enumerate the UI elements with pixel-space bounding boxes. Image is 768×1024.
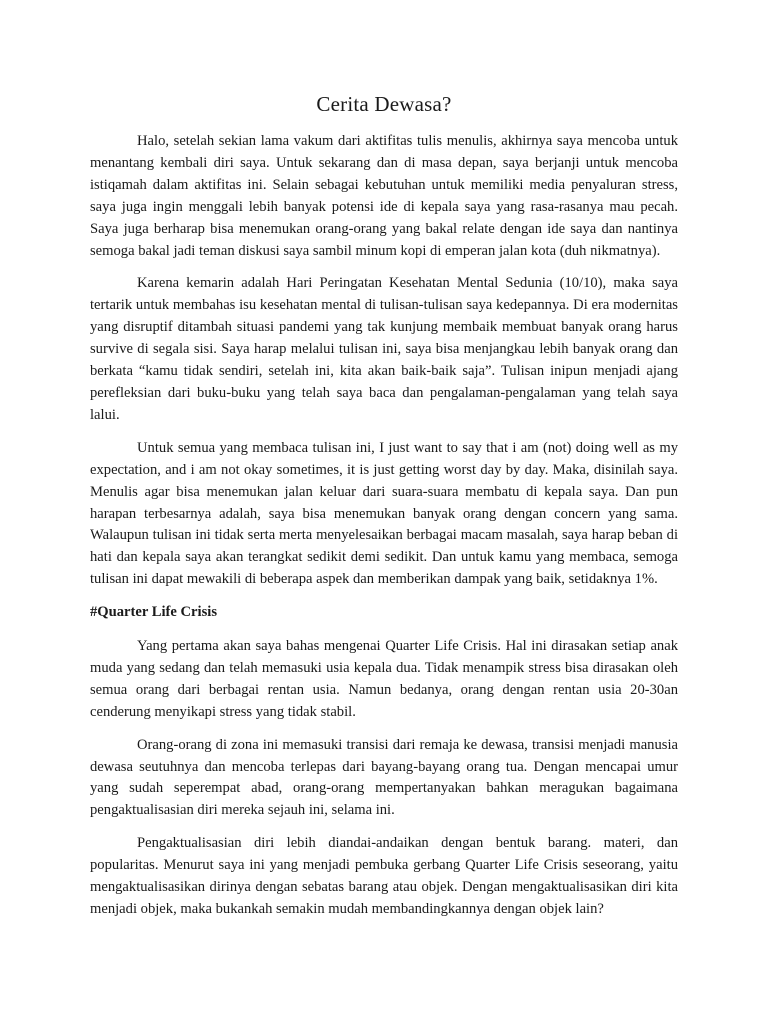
paragraph-mental-health: Karena kemarin adalah Hari Peringatan Kesehatan Mental Sedunia (10/10), maka saya tertarik untuk membahas isu kesehatan mental di tulisan-tulisan saya kedepannya. Di era modernitas yang disruptif ditambah situasi pandemi yang tak kunjung membaik membuat banyak orang harus survive di segala sisi. Saya harap melalui tulisan ini, saya bisa menjangkau lebih banyak orang dan berkata “kamu tidak sendiri, setelah ini, kita akan baik-baik saja”. Tulisan inipun menjadi ajang perefleksian dari buku-buku yang telah saya baca dan pengalaman-pengalaman yang telah saya lalui. [90, 275, 678, 423]
paragraph-qlc-transition: Orang-orang di zona ini memasuki transisi dari remaja ke dewasa, transisi menjadi manusia dewasa seutuhnya dan mencoba terlepas dari bayang-bayang orang tua. Dengan mencapai umur yang sudah seperempat abad, orang-orang mempertanyakan bahkan meragukan bagaimana pengaktualisasian diri mereka sejauh ini, selama ini. [90, 736, 678, 819]
paragraph-qlc-actualization: Pengaktualisasian diri lebih diandai-andaikan dengan bentuk barang. materi, dan popularitas. Menurut saya ini yang menjadi pembuka gerbang Quarter Life Crisis seseorang, yaitu mengaktualisasikan dirinya dengan sebatas barang atau objek. Dengan mengaktualisasikan diri kita menjadi objek, maka bukankah semakin mudah membandingkannya dengan objek lain? [90, 835, 678, 917]
paragraph-qlc-intro: Yang pertama akan saya bahas mengenai Quarter Life Crisis. Hal ini dirasakan setiap anak muda yang sedang dan telah memasuki usia kepala dua. Tidak menampik stress bisa dirasakan oleh semua orang dari berbagai rentan usia. Namun bedanya, orang dengan rentan usia 20-30an cenderung menyikapi stress yang tidak stabil. [90, 638, 678, 720]
document-title: Cerita Dewasa? [316, 92, 452, 116]
section-heading: #Quarter Life Crisis [90, 604, 217, 621]
paragraph-intro: Halo, setelah sekian lama vakum dari aktifitas tulis menulis, akhirnya saya mencoba untuk menantang kembali diri saya. Untuk sekarang dan di masa depan, saya berjanji untuk mencoba istiqamah dalam aktifitas ini. Selain sebagai kebutuhan untuk memiliki media penyaluran stress, saya juga ingin menggali lebih banyak potensi ide di kepala saya yang rasa-rasanya mau pecah. Saya juga berharap bisa menemukan orang-orang yang bakal relate dengan ide saya dan nantinya semoga bakal jadi teman diskusi saya sambil minum kopi di emperan jalan kota (duh nikmatnya). [90, 133, 678, 259]
paragraph-for-readers: Untuk semua yang membaca tulisan ini, I just want to say that i am (not) doing well as my expectation, and i am not okay sometimes, it is just getting worst day by day. Maka, disinilah saya. Menulis agar bisa menemukan jalan keluar dari suara-suara membatu di kepala saya. Dan pun harapan terbesarnya adalah, saya bisa menemukan banyak orang dengan concern yang sama. Walaupun tulisan ini tidak serta merta menyelesaikan berbagai macam masalah, saya harap beban di hati dan kepala saya akan terangkat sedikit demi sedikit. Dan untuk kamu yang membaca, semoga tulisan ini dapat mewakili di beberapa aspek dan memberikan dampak yang baik, setidaknya 1%. [90, 439, 678, 588]
